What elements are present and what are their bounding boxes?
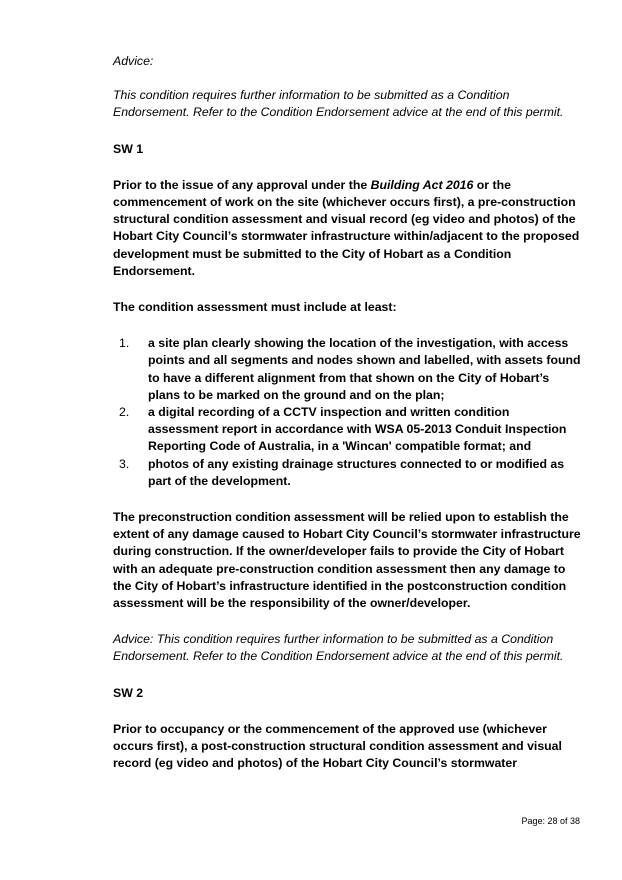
advice-heading: Advice: — [113, 54, 154, 68]
sw1-responsibility-paragraph: The preconstruction condition assessment will be relied upon to establish the extent of any damage caused to Hobart City Council’s stormwater infrastructure during construction. If the owner/developer fails to provide the City of Hobart with an adequate pre-construction condition assessment then any damage to the City of Hobart’s infrastructure identified in the postconstruction condition assessment will be the responsibility of the owner/developer. — [113, 510, 581, 611]
list-item — [113, 456, 583, 490]
list-item-text: photos of any existing drainage structures connected to or modified as part of the development. — [148, 456, 565, 488]
sw1-assessment-intro: The condition assessment must include at least: — [113, 300, 397, 315]
list-item — [113, 404, 583, 456]
list-item-number: 3. — [119, 456, 130, 471]
sw2-heading: SW 2 — [113, 685, 144, 700]
assessment-requirements-list — [113, 335, 583, 490]
page-number: Page: 28 of 38 — [521, 816, 580, 826]
sw1-advice: Advice: This condition requires further information to be submitted as a Condition Endorsement. Refer to the Condition Endorsement advice at the end of this permit. — [113, 632, 564, 664]
sw1-paragraph-start: Prior to the issue of any approval under the — [113, 177, 371, 192]
sw2-paragraph: Prior to occupancy or the commencement of the approved use (whichever occurs first), a post-construction structural condition assessment and visual record (eg video and photos) of the Hobart City Council’s stormwater — [113, 721, 562, 771]
advice-paragraph: This condition requires further information to be submitted as a Condition Endorsement. Refer to the Condition Endorsement advice at the end of this permit. — [113, 88, 564, 120]
list-item-number: 1. — [119, 336, 130, 351]
building-act-reference: Building Act 2016 — [370, 177, 474, 192]
sw1-paragraph-end: or the commencement of work on the site (whichever occurs first), a pre-construction structural condition assessment and visual record (eg video and photos) of the Hobart City Council’s stormwater infrastructure within/adjacent to the proposed development must be submitted to the City of Hobart as a Condition Endorsement. — [113, 177, 580, 278]
list-item-text: a site plan clearly showing the location of the investigation, with access points and all segments and nodes shown and labelled, with assets found to have a different alignment from that shown on the City of Hobart’s plans to be marked on the ground and on the plan; — [148, 336, 581, 402]
sw1-heading: SW 1 — [113, 141, 144, 156]
list-item — [113, 335, 583, 404]
sw1-paragraph — [113, 177, 583, 280]
list-item-number: 2. — [119, 405, 130, 420]
list-item-text: a digital recording of a CCTV inspection and written condition assessment report in accordance with WSA 05-2013 Conduit Inspection Reporting Code of Australia, in a 'Wincan' compatible format; and — [148, 405, 567, 454]
document-page — [113, 53, 583, 773]
